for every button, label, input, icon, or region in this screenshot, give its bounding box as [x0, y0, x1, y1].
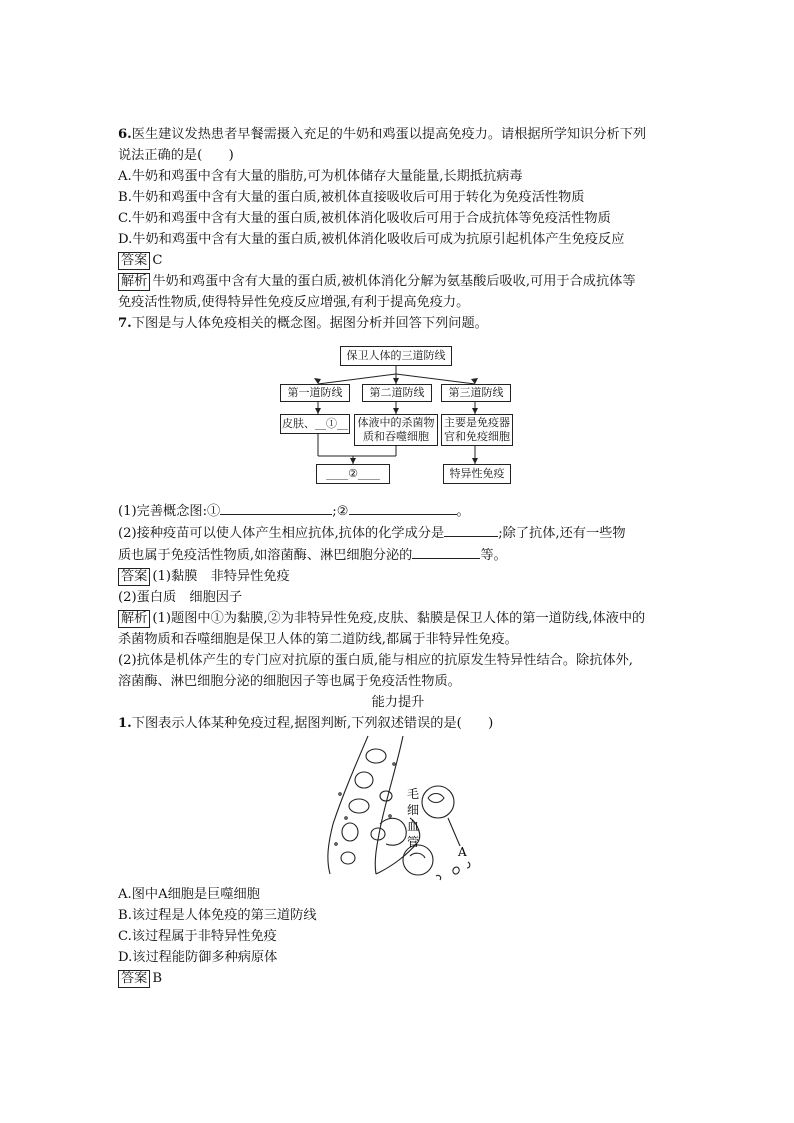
p1-stem	[118, 713, 678, 734]
p1-option-d: D.该过程能防御多种病原体	[118, 950, 278, 965]
q7-sub1-end: 。	[456, 504, 470, 519]
q7-stem	[118, 313, 678, 334]
q7-sub2-text3: 质也属于免疫活性物质,如溶菌酶、淋巴细胞分泌的	[118, 548, 413, 563]
blank-4[interactable]	[412, 544, 480, 559]
answer-tag: 答案	[118, 252, 150, 270]
page-content	[118, 124, 678, 989]
q6-stem-line1	[118, 124, 678, 145]
diagram-bottom-left-box: ____②____	[316, 464, 390, 484]
cell-a-label: A	[458, 845, 467, 859]
q7-sub2-end: 等。	[480, 548, 507, 563]
diagram-second-sub-line1: 体液中的杀菌物	[357, 416, 435, 429]
q7-sub2-text: (2)接种疫苗可以使人体产生相应抗体,抗体的化学成分是	[118, 526, 445, 541]
q6-analysis-line2: 免疫活性物质,使得特异性免疫反应增强,有利于提高免疫力。	[118, 295, 470, 310]
p1-option-c: C.该过程属于非特异性免疫	[118, 929, 277, 944]
q7-sub1-sep: ;②	[332, 504, 349, 519]
q6-answer-value: C	[152, 253, 163, 268]
p1-option-b: B.该过程是人体免疫的第三道防线	[118, 908, 317, 923]
answer-tag: 答案	[118, 970, 150, 988]
q7-analysis-line1	[118, 608, 678, 629]
diagram-second-line-box: 第二道防线	[362, 384, 432, 402]
q7-sub1	[118, 500, 678, 522]
p1-stem-text: 下图表示人体某种免疫过程,据图判断,下列叙述错误的是( )	[131, 716, 494, 731]
q6-answer	[118, 250, 678, 271]
q6-number: 6.	[118, 127, 132, 142]
q7-analysis-line2: 杀菌物质和吞噬细胞是保卫人体的第二道防线,都属于非特异性免疫。	[118, 632, 518, 647]
q6-option-b: B.牛奶和鸡蛋中含有大量的蛋白质,被机体直接吸收后可用于转化为免疫活性物质	[118, 190, 585, 205]
analysis-tag: 解析	[118, 273, 150, 291]
q6-option-c: C.牛奶和鸡蛋中含有大量的蛋白质,被机体消化吸收后可用于合成抗体等免疫活性物质	[118, 211, 611, 226]
q6-analysis-text: 牛奶和鸡蛋中含有大量的蛋白质,被机体消化分解为氨基酸后吸收,可用于合成抗体等	[152, 274, 636, 289]
vessel-label-3: 血	[407, 819, 420, 833]
p1-answer	[118, 968, 678, 989]
diagram-first-line-box: 第一道防线	[280, 384, 350, 402]
capillary-illustration	[118, 734, 678, 884]
p1-option-a: A.图中A细胞是巨噬细胞	[118, 887, 260, 902]
q7-answer-line2: (2)蛋白质 细胞因子	[118, 590, 243, 605]
p1-number: 1.	[118, 716, 132, 731]
section-title: 能力提升	[371, 695, 425, 710]
q7-number: 7.	[118, 316, 132, 331]
q6-stem-line2: 说法正确的是( )	[118, 148, 234, 163]
q7-answer1: (1)黏膜 非特异性免疫	[152, 569, 290, 584]
concept-diagram	[118, 340, 678, 496]
q6-analysis-line1	[118, 271, 678, 292]
answer-tag: 答案	[118, 568, 150, 586]
immune-process-figure	[118, 734, 678, 884]
blank-3[interactable]	[444, 522, 498, 537]
diagram-first-sub-box: 皮肤、__①__	[280, 414, 350, 434]
q7-analysis-line4: 溶菌酶、淋巴细胞分泌的细胞因子等也属于免疫活性物质。	[118, 674, 461, 689]
vessel-label-1: 毛	[407, 787, 420, 801]
q7-sub2-line2	[118, 544, 678, 566]
q7-answer-line1	[118, 566, 678, 587]
diagram-top-box: 保卫人体的三道防线	[340, 346, 452, 366]
q7-analysis-text: (1)题图中①为黏膜,②为非特异性免疫,皮肤、黏膜是保卫人体的第一道防线,体液中的	[152, 611, 646, 626]
q7-sub2-text2: ;除了抗体,还有一些物	[498, 526, 626, 541]
diagram-third-line-box: 第三道防线	[441, 384, 511, 402]
q7-stem-text: 下图是与人体免疫相关的概念图。据图分析并回答下列问题。	[131, 316, 488, 331]
p1-answer-value: B	[152, 971, 163, 986]
analysis-tag: 解析	[118, 610, 150, 628]
diagram-third-sub-line1: 主要是免疫器	[444, 416, 510, 429]
q7-sub1-text: (1)完善概念图:①	[118, 504, 221, 519]
vessel-label-2: 细	[407, 803, 420, 817]
diagram-third-sub-line2: 官和免疫细胞	[444, 430, 510, 443]
diagram-third-sub-box	[441, 414, 513, 446]
diagram-bottom-right-box: 特异性免疫	[443, 464, 511, 484]
blank-2[interactable]	[349, 500, 457, 515]
q6-stem-text: 医生建议发热患者早餐需摄入充足的牛奶和鸡蛋以提高免疫力。请根据所学知识分析下列	[131, 127, 647, 142]
diagram-second-sub-box	[354, 414, 438, 446]
blank-1[interactable]	[220, 500, 332, 515]
vessel-label-4: 管	[407, 835, 420, 849]
q7-sub2-line1	[118, 522, 678, 544]
q7-analysis-line3: (2)抗体是机体产生的专门应对抗原的蛋白质,能与相应的抗原发生特异性结合。除抗体外,	[118, 653, 633, 668]
q6-option-d: D.牛奶和鸡蛋中含有大量的蛋白质,被机体消化吸收后可成为抗原引起机体产生免疫反应	[118, 232, 625, 247]
diagram-second-sub-line2: 质和吞噬细胞	[363, 430, 429, 443]
q6-option-a: A.牛奶和鸡蛋中含有大量的脂肪,可为机体储存大量能量,长期抵抗病毒	[118, 169, 523, 184]
